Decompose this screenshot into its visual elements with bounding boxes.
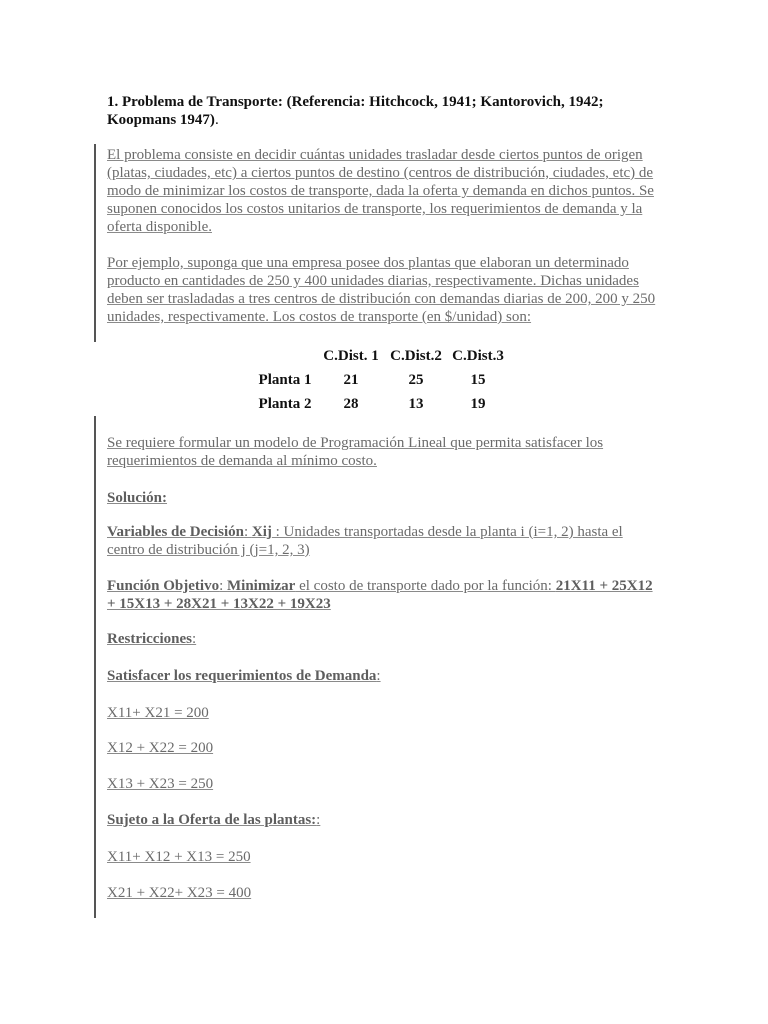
oferta-equation: X21 + X22+ X23 = 400 bbox=[107, 885, 252, 901]
cost-table-header-row bbox=[252, 344, 508, 368]
cost-table-cell: 25 bbox=[408, 372, 424, 388]
objetivo-separator: : bbox=[219, 578, 228, 594]
problem-title bbox=[107, 93, 667, 129]
cost-table-header: C.Dist.3 bbox=[452, 348, 504, 364]
cost-table-row-label: Planta 2 bbox=[258, 396, 312, 412]
variables-label: Variables de Decisión bbox=[107, 524, 244, 540]
example-paragraph: Por ejemplo, suponga que una empresa posee dos plantas que elaboran un determinado producto en cantidades de 250 y 400 unidades diarias, respectivamente. Dichas unidades deben ser trasladadas a tres centros de distribución con demandas diarias de 200, 200 y 250 unidades, respectivamente. Los costos de transporte (en $/unidad) son: bbox=[107, 255, 656, 325]
demanda-label: Satisfacer los requerimientos de Demanda bbox=[107, 668, 377, 684]
variables-separator: : bbox=[243, 524, 252, 540]
cost-table-cell: 13 bbox=[408, 396, 424, 412]
intro-paragraph: El problema consiste en decidir cuántas unidades trasladar desde ciertos puntos de origen (platas, ciudades, etc) a ciertos puntos de destino (centros de distribución, ciudades, etc) de modo de minimizar los costos de transporte, dada la oferta y demanda en dichos puntos. Se suponen conocidos los costos unitarios de transporte, los requerimientos de demanda y la oferta disponible. bbox=[107, 147, 654, 235]
problem-title-text: 1. Problema de Transporte: (Referencia: Hitchcock, 1941; Kantorovich, 1942; Koopmans 1947) bbox=[107, 94, 604, 128]
restricciones-label: Restricciones bbox=[107, 631, 192, 647]
revision-bar-top bbox=[94, 144, 96, 342]
cost-table-cell: 15 bbox=[470, 372, 486, 388]
revision-bar-bottom bbox=[94, 416, 96, 918]
variables-paragraph bbox=[107, 523, 659, 559]
solucion-label: Solución: bbox=[107, 490, 168, 506]
oferta-heading bbox=[107, 811, 659, 829]
problem-title-period: . bbox=[214, 112, 219, 128]
cost-table-header: C.Dist.2 bbox=[390, 348, 442, 364]
restricciones-colon: : bbox=[191, 631, 197, 647]
objetivo-description: el costo de transporte dado por la función: bbox=[295, 578, 556, 594]
objetivo-paragraph bbox=[107, 577, 659, 613]
oferta-label: Sujeto a la Oferta de las plantas: bbox=[107, 812, 317, 828]
demanda-heading bbox=[107, 667, 659, 685]
demanda-equation: X12 + X22 = 200 bbox=[107, 740, 214, 756]
demanda-colon: : bbox=[376, 668, 381, 684]
objetivo-action: Minimizar bbox=[227, 578, 296, 594]
requirement-paragraph: Se requiere formular un modelo de Programación Lineal que permita satisfacer los requerimientos de demanda al mínimo costo. bbox=[107, 435, 604, 469]
cost-table-row bbox=[252, 392, 508, 416]
cost-table-cell: 19 bbox=[470, 396, 486, 412]
cost-table-corner bbox=[252, 344, 318, 368]
cost-table-row bbox=[252, 368, 508, 392]
demanda-equation: X13 + X23 = 250 bbox=[107, 776, 214, 792]
cost-table-cell: 21 bbox=[343, 372, 359, 388]
cost-table-row-label: Planta 1 bbox=[258, 372, 312, 388]
oferta-equation: X11+ X12 + X13 = 250 bbox=[107, 849, 251, 865]
variables-description: : Unidades transportadas desde la planta i (i=1, 2) hasta el centro de distribución j (j=1, 2, 3) bbox=[107, 524, 623, 558]
cost-table-cell: 28 bbox=[343, 396, 359, 412]
cost-table bbox=[252, 344, 508, 416]
oferta-colon: : bbox=[316, 812, 321, 828]
restricciones-heading bbox=[107, 630, 659, 648]
objetivo-label: Función Objetivo bbox=[107, 578, 220, 594]
demanda-equation: X11+ X21 = 200 bbox=[107, 705, 209, 721]
cost-table-header: C.Dist. 1 bbox=[323, 348, 379, 364]
objetivo-formula: 21X11 + 25X12 + 15X13 + 28X21 + 13X22 + 19X23 bbox=[107, 578, 653, 612]
variables-symbol: Xij bbox=[251, 524, 272, 540]
solucion-heading bbox=[107, 489, 659, 507]
